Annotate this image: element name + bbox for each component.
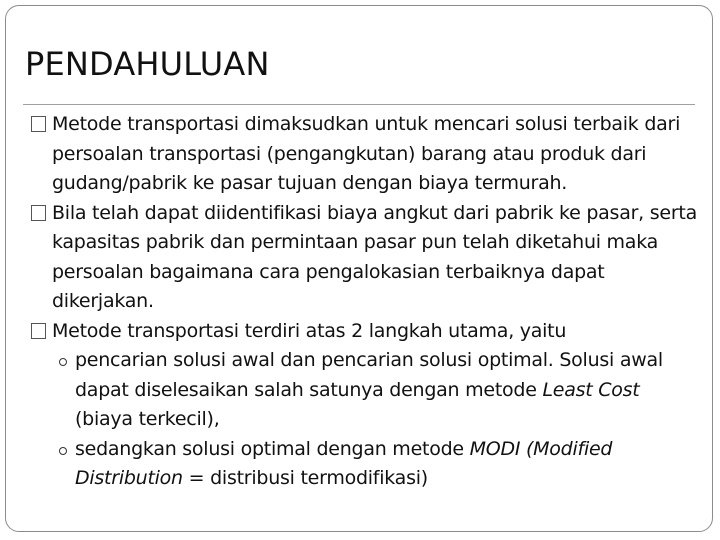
- title-divider: [23, 104, 695, 105]
- bullet-text: Metode transportasi dimaksudkan untuk mencari solusi terbaik dari persoalan transportasi (pengangkutan) barang atau produk dari gudang/pabrik ke pasar tujuan dengan biaya termurah.: [52, 113, 681, 194]
- bullet-item: [31, 110, 703, 199]
- square-bullet-icon: [31, 205, 46, 221]
- square-bullet-icon: [31, 323, 46, 339]
- sub-bullet-text-after: = distribusi termodifikasi): [182, 467, 428, 489]
- sub-bullet-text-after: (biaya terkecil),: [75, 408, 220, 430]
- slide: [5, 5, 713, 532]
- bullet-text: Bila telah dapat diidentifikasi biaya angkut dari pabrik ke pasar, serta kapasitas pabrik dan permintaan pasar pun telah diketahui maka persoalan bagaimana cara pengalokasian terbaiknya dapat dikerjakan.: [52, 201, 697, 312]
- slide-title: PENDAHULUAN: [25, 45, 270, 83]
- sub-bullet-item: [31, 435, 703, 494]
- circle-bullet-icon: [59, 447, 67, 455]
- bullet-item: [31, 317, 703, 347]
- sub-bullet-italic: Least Cost: [542, 378, 640, 401]
- square-bullet-icon: [31, 116, 46, 132]
- bullet-item: [31, 199, 703, 317]
- slide-content: [31, 110, 703, 494]
- sub-bullet-italic: MODI (Modified Distribution: [75, 437, 613, 489]
- sub-bullet-item: [31, 346, 703, 435]
- bullet-text: Metode transportasi terdiri atas 2 langkah utama, yaitu: [52, 319, 567, 342]
- sub-bullet-text: pencarian solusi awal dan pencarian solusi optimal. Solusi awal dapat diselesaikan salah satunya dengan metode: [75, 349, 663, 401]
- sub-bullet-text: sedangkan solusi optimal dengan metode: [75, 437, 470, 460]
- circle-bullet-icon: [59, 358, 67, 366]
